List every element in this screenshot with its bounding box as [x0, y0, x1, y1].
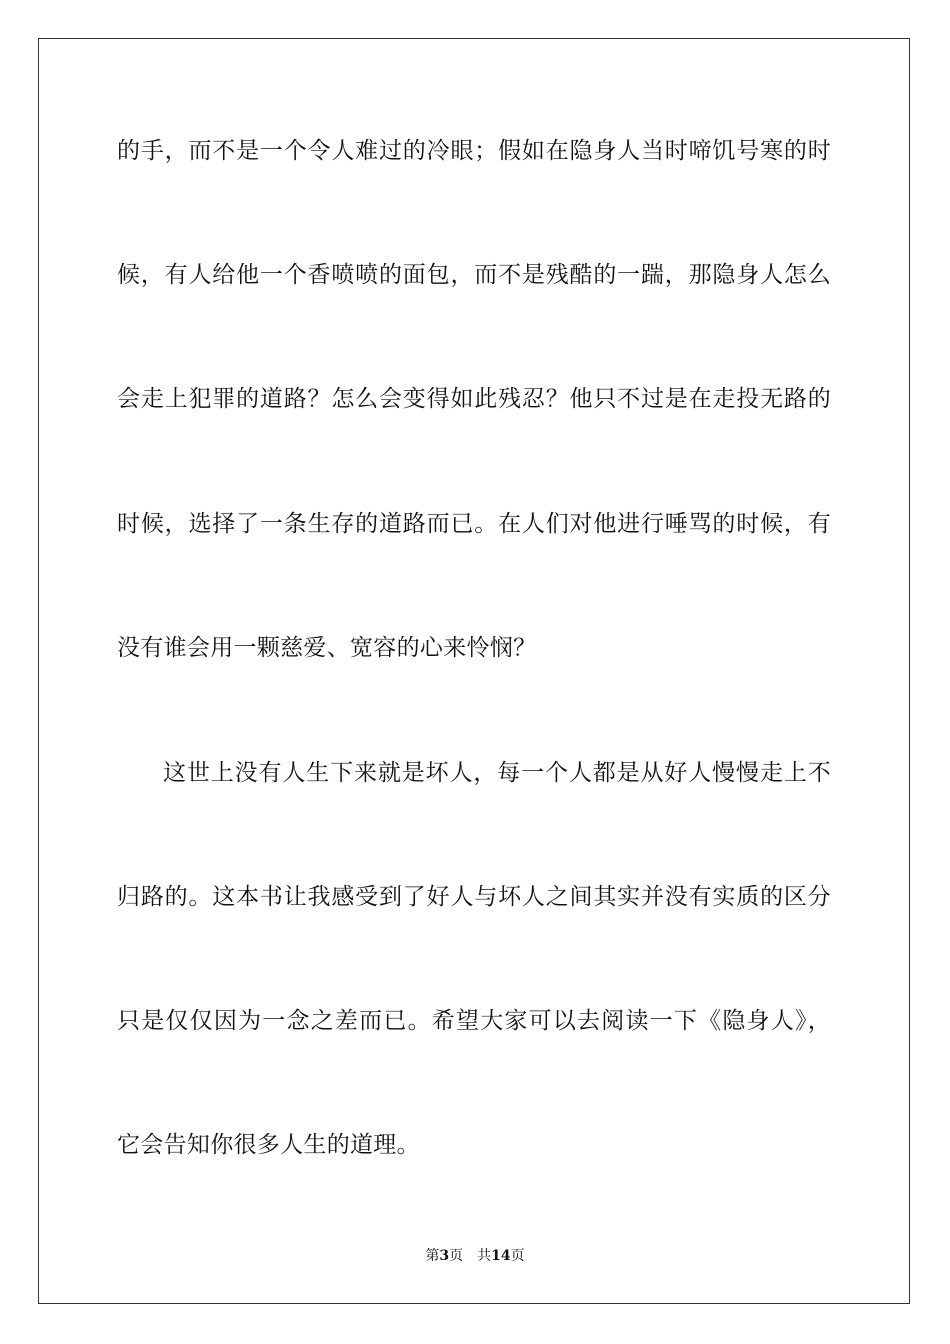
- text-line-7: 归路的。这本书让我感受到了好人与坏人之间其实并没有实质的区分: [117, 884, 831, 910]
- text-line-2: 候，有人给他一个香喷喷的面包，而不是残酷的一踹，那隐身人怎么: [117, 262, 831, 288]
- text-line-6: 这世上没有人生下来就是坏人，每一个人都是从好人慢慢走上不: [163, 760, 831, 786]
- text-line-8: 只是仅仅因为一念之差而已。希望大家可以去阅读一下《隐身人》，: [117, 1008, 831, 1034]
- text-line-1: 的手，而不是一个令人难过的冷眼；假如在隐身人当时啼饥号寒的时: [117, 138, 831, 164]
- text-line-9: 它会告知你很多人生的道理。: [117, 1132, 420, 1158]
- page-number: 3: [439, 1248, 450, 1264]
- text-line-3: 会走上犯罪的道路？怎么会变得如此残忍？他只不过是在走投无路的: [117, 386, 831, 412]
- page-prefix: 第: [425, 1248, 440, 1264]
- page-footer: [0, 1247, 950, 1265]
- total-suffix: 页: [510, 1248, 525, 1264]
- total-prefix: 共: [477, 1248, 492, 1264]
- page-suffix: 页: [449, 1248, 464, 1264]
- text-line-4: 时候，选择了一条生存的道路而已。在人们对他进行唾骂的时候，有: [117, 511, 831, 537]
- text-line-5: 没有谁会用一颗慈爱、宽容的心来怜悯？: [117, 635, 537, 661]
- total-pages: 14: [491, 1248, 511, 1264]
- page-frame: [38, 38, 910, 1304]
